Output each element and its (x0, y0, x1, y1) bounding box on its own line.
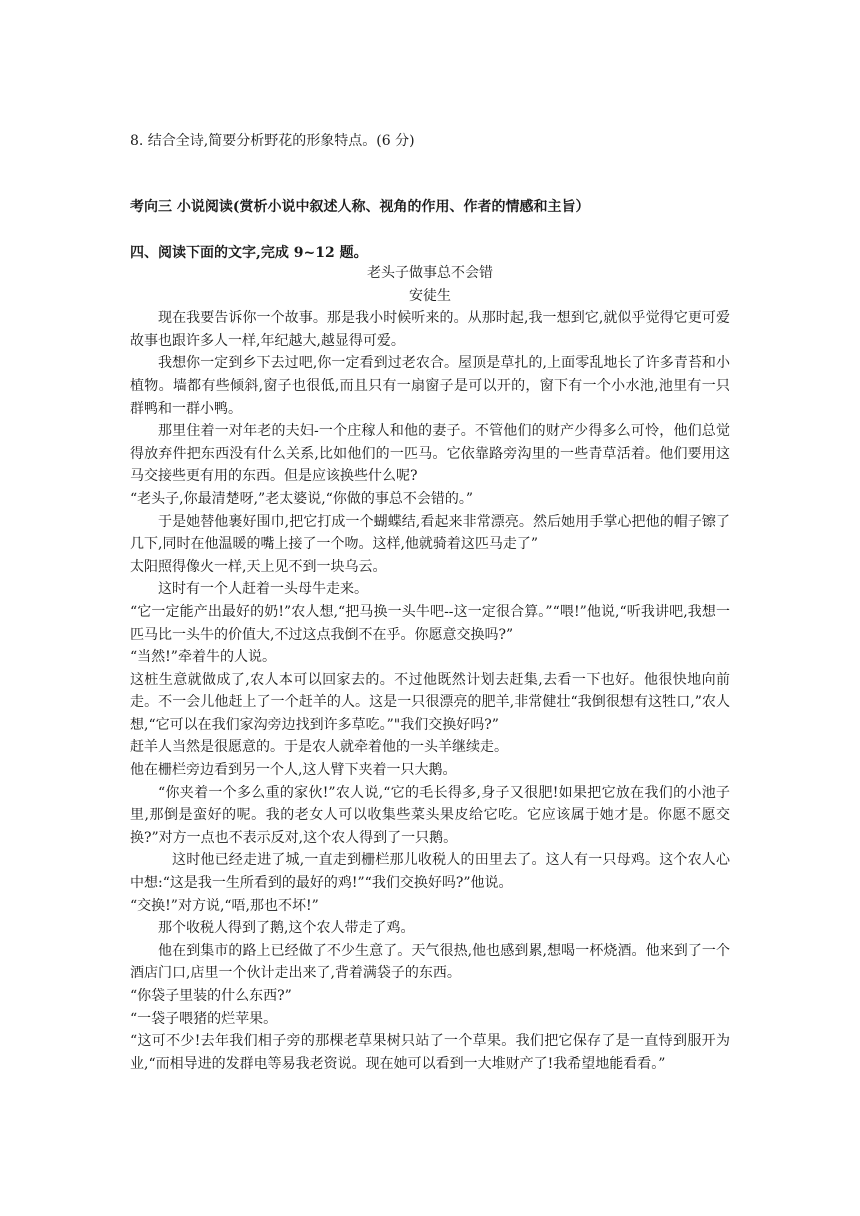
story-paragraph: 他在栅栏旁边看到另一个人,这人臂下夹着一只大鹅。 (130, 762, 457, 779)
story-paragraph: 我想你一定到乡下去过吧,你一定看到过老农合。屋顶是草扎的,上面零乱地长了许多青苔和小植物。墙都有些倾斜,窗子也很低,而且只有一扇窗子是可以开的，窗下有一个小水池,池里有一只群鸭和一群小鸭。 (130, 355, 730, 417)
story-paragraph: 太阳照得像火一样,天上见不到一块乌云。 (130, 558, 387, 575)
story-paragraph: “你袋子里装的什么东西?” (130, 988, 292, 1004)
part-title: 四、阅读下面的文字,完成 9~12 题。 (130, 245, 368, 261)
story-paragraph: “这可不少!去年我们相子旁的那棵老草果树只站了一个草果。我们把它保存了是一直恃到服开为业,“而相导进的发群电等易我老资说。现在她可以看到一大堆财产了!我希望地能看看。” (130, 1033, 730, 1072)
story-paragraph: 赶羊人当然是很愿意的。于是农人就牵着他的一头羊继续走。 (130, 739, 508, 756)
story-paragraph: “当然!”牵着牛的人说。 (130, 649, 276, 666)
story-paragraph: 他在到集市的路上已经做了不少生意了。天气很热,他也感到累,想喝一杯烧酒。他来到了一个酒店门口,店里一个伙计走出来了,背着满袋子的东西。 (130, 942, 730, 982)
story-paragraph: 这桩生意就做成了,农人本可以回家去的。不过他既然计划去赶集,去看一下也好。他很快地向前走。不一会儿他赶上了一个赶羊的人。这是一只很漂亮的肥羊,非常健壮“我倒很想有这牲口,”农人想,“它可以在我们家沟旁边找到许多草吃。”"我们交换好吗?” (130, 671, 730, 733)
story-text (130, 262, 730, 1075)
story-paragraph: 那里住着一对年老的夫妇-一个庄稼人和他的妻子。不管他们的财产少得多么可怜，他们总觉得放弃件把东西没有什么关系,比如他们的一匹马。它依靠路旁沟里的一些青草活着。他们要用这马交接些更有用的东西。但是应该换些什么呢? (130, 423, 730, 485)
story-paragraph: “老头子,你最清楚呀,”老太婆说,“你做的事总不会错的。” (130, 490, 473, 507)
story-author: 安徒生 (409, 287, 451, 304)
story-paragraph: “交换!”对方说,“唔,那也不坏!” (130, 897, 319, 914)
story-paragraph: “它一定能产出最好的奶!”农人想,“把马换一头牛吧--这一定很合算。”“喂!”他说,“听我讲吧,我想一匹马比一头牛的价值大,不过这点我倒不在乎。你愿意交换吗?” (130, 603, 730, 643)
story-paragraph: 这时有一个人赶着一头母牛走来。 (158, 581, 368, 598)
section-title: 考向三 小说阅读(赏析小说中叙述人称、视角的作用、作者的情感和主旨） (130, 199, 590, 215)
story-paragraph: “一袋子喂猪的烂苹果。 (130, 1010, 278, 1027)
story-paragraph: 这时他已经走进了城,一直走到栅栏那儿收税人的田里去了。这人有一只母鸡。这个农人心中想:“这是我一生所看到的最好的鸡!”“我们交换好吗?”他说。 (130, 852, 730, 892)
question-8: 8. 结合全诗,简要分析野花的形象特点。(6 分) (130, 133, 415, 149)
story-paragraph: “你夹着一个多么重的家伙!”农人说,“它的毛长得多,身子又很肥!如果把它放在我们的小池子里,那倒是蛮好的呢。我的老女人可以收集些菜头果皮给它吃。它应该属于她才是。你愿不愿交换?”对方一点也不表示反对,这个农人得到了一只鹅。 (130, 784, 730, 846)
story-paragraph: 现在我要告诉你一个故事。那是我小时候听来的。从那时起,我一想到它,就似乎觉得它更可爱故事也跟许多人一样,年纪越大,越显得可爱。 (130, 310, 730, 349)
story-paragraph: 那个收税人得到了鹅,这个农人带走了鸡。 (158, 920, 415, 937)
story-paragraph: 于是她替他裹好围巾,把它打成一个蝴蝶结,看起来非常漂亮。然后她用手掌心把他的帽子镲了几下,同时在他温暖的嘴上接了一个吻。这样,他就骑着这匹马走了” (130, 513, 730, 553)
story-title: 老头子做事总不会错 (367, 265, 493, 281)
